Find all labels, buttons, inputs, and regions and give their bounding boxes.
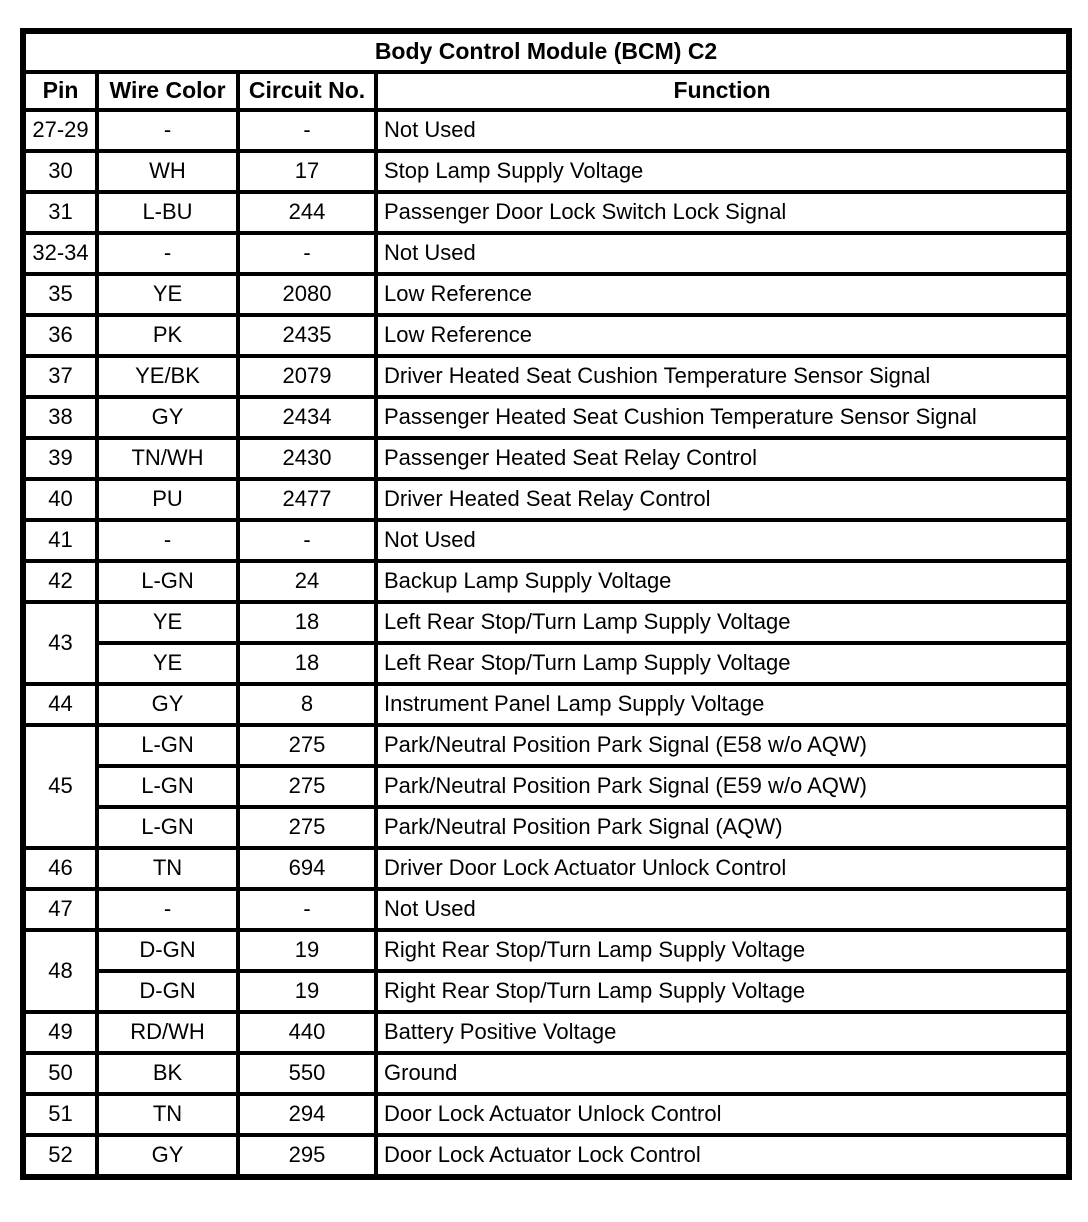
- pin-cell: 47: [23, 889, 97, 930]
- circuit-no-cell: -: [238, 889, 376, 930]
- bcm-c2-pinout-table: [20, 28, 1072, 1180]
- circuit-no-cell: 275: [238, 807, 376, 848]
- circuit-no-cell: 18: [238, 602, 376, 643]
- function-cell: Left Rear Stop/Turn Lamp Supply Voltage: [376, 602, 1069, 643]
- function-cell: Door Lock Actuator Unlock Control: [376, 1094, 1069, 1135]
- wire-color-cell: PK: [97, 315, 238, 356]
- wire-color-cell: YE: [97, 643, 238, 684]
- pin-cell: 44: [23, 684, 97, 725]
- circuit-no-cell: 19: [238, 971, 376, 1012]
- circuit-no-cell: 2080: [238, 274, 376, 315]
- pin-cell: 48: [23, 930, 97, 1012]
- function-cell: Low Reference: [376, 274, 1069, 315]
- circuit-no-cell: 2079: [238, 356, 376, 397]
- circuit-no-cell: 2434: [238, 397, 376, 438]
- table-row: [23, 889, 1069, 930]
- function-cell: Ground: [376, 1053, 1069, 1094]
- function-cell: Driver Heated Seat Relay Control: [376, 479, 1069, 520]
- function-cell: Low Reference: [376, 315, 1069, 356]
- table-row: [23, 110, 1069, 151]
- pin-cell: 50: [23, 1053, 97, 1094]
- wire-color-cell: D-GN: [97, 930, 238, 971]
- pin-cell: 41: [23, 520, 97, 561]
- pin-cell: 38: [23, 397, 97, 438]
- wire-color-cell: L-GN: [97, 725, 238, 766]
- wire-color-cell: D-GN: [97, 971, 238, 1012]
- circuit-no-cell: 275: [238, 725, 376, 766]
- pin-cell: 40: [23, 479, 97, 520]
- circuit-no-cell: 2430: [238, 438, 376, 479]
- circuit-no-cell: 18: [238, 643, 376, 684]
- wire-color-cell: GY: [97, 1135, 238, 1177]
- function-cell: Park/Neutral Position Park Signal (AQW): [376, 807, 1069, 848]
- column-header-wire-color: Wire Color: [97, 72, 238, 110]
- column-header-pin: Pin: [23, 72, 97, 110]
- circuit-no-cell: 24: [238, 561, 376, 602]
- pin-cell: 52: [23, 1135, 97, 1177]
- table-row: [23, 766, 1069, 807]
- function-cell: Park/Neutral Position Park Signal (E59 w/o AQW): [376, 766, 1069, 807]
- function-cell: Not Used: [376, 233, 1069, 274]
- column-header-function: Function: [376, 72, 1069, 110]
- wire-color-cell: -: [97, 889, 238, 930]
- wire-color-cell: L-GN: [97, 766, 238, 807]
- function-cell: Park/Neutral Position Park Signal (E58 w/o AQW): [376, 725, 1069, 766]
- table-row: [23, 356, 1069, 397]
- circuit-no-cell: 2477: [238, 479, 376, 520]
- circuit-no-cell: 244: [238, 192, 376, 233]
- function-cell: Passenger Heated Seat Relay Control: [376, 438, 1069, 479]
- wire-color-cell: GY: [97, 684, 238, 725]
- table-row: [23, 1135, 1069, 1177]
- function-cell: Not Used: [376, 520, 1069, 561]
- circuit-no-cell: 294: [238, 1094, 376, 1135]
- wire-color-cell: TN: [97, 1094, 238, 1135]
- table-row: [23, 274, 1069, 315]
- pin-cell: 45: [23, 725, 97, 848]
- table-row: [23, 315, 1069, 356]
- function-cell: Battery Positive Voltage: [376, 1012, 1069, 1053]
- wire-color-cell: BK: [97, 1053, 238, 1094]
- column-header-circuit-no: Circuit No.: [238, 72, 376, 110]
- wire-color-cell: L-BU: [97, 192, 238, 233]
- table-row: [23, 397, 1069, 438]
- wire-color-cell: -: [97, 520, 238, 561]
- wire-color-cell: GY: [97, 397, 238, 438]
- circuit-no-cell: -: [238, 233, 376, 274]
- table-row: [23, 807, 1069, 848]
- function-cell: Passenger Door Lock Switch Lock Signal: [376, 192, 1069, 233]
- page: [0, 28, 1088, 1222]
- function-cell: Instrument Panel Lamp Supply Voltage: [376, 684, 1069, 725]
- wire-color-cell: -: [97, 233, 238, 274]
- circuit-no-cell: 17: [238, 151, 376, 192]
- circuit-no-cell: 2435: [238, 315, 376, 356]
- function-cell: Not Used: [376, 889, 1069, 930]
- table-row: [23, 438, 1069, 479]
- wire-color-cell: YE: [97, 602, 238, 643]
- circuit-no-cell: -: [238, 110, 376, 151]
- table-row: [23, 971, 1069, 1012]
- pin-cell: 42: [23, 561, 97, 602]
- function-cell: Driver Heated Seat Cushion Temperature Sensor Signal: [376, 356, 1069, 397]
- pin-cell: 46: [23, 848, 97, 889]
- table-row: [23, 1012, 1069, 1053]
- table-row: [23, 1094, 1069, 1135]
- circuit-no-cell: 275: [238, 766, 376, 807]
- table-header-row: [23, 72, 1069, 110]
- function-cell: Right Rear Stop/Turn Lamp Supply Voltage: [376, 971, 1069, 1012]
- table-row: [23, 848, 1069, 889]
- wire-color-cell: RD/WH: [97, 1012, 238, 1053]
- circuit-no-cell: 440: [238, 1012, 376, 1053]
- circuit-no-cell: 694: [238, 848, 376, 889]
- function-cell: Left Rear Stop/Turn Lamp Supply Voltage: [376, 643, 1069, 684]
- pin-cell: 31: [23, 192, 97, 233]
- table-row: [23, 520, 1069, 561]
- table-row: [23, 233, 1069, 274]
- function-cell: Driver Door Lock Actuator Unlock Control: [376, 848, 1069, 889]
- table-row: [23, 602, 1069, 643]
- circuit-no-cell: -: [238, 520, 376, 561]
- pin-cell: 36: [23, 315, 97, 356]
- wire-color-cell: L-GN: [97, 807, 238, 848]
- function-cell: Backup Lamp Supply Voltage: [376, 561, 1069, 602]
- table-row: [23, 684, 1069, 725]
- circuit-no-cell: 295: [238, 1135, 376, 1177]
- pin-cell: 43: [23, 602, 97, 684]
- table-row: [23, 725, 1069, 766]
- function-cell: Right Rear Stop/Turn Lamp Supply Voltage: [376, 930, 1069, 971]
- wire-color-cell: L-GN: [97, 561, 238, 602]
- table-title-row: [23, 31, 1069, 72]
- wire-color-cell: YE/BK: [97, 356, 238, 397]
- wire-color-cell: WH: [97, 151, 238, 192]
- wire-color-cell: YE: [97, 274, 238, 315]
- wire-color-cell: TN/WH: [97, 438, 238, 479]
- table-row: [23, 1053, 1069, 1094]
- function-cell: Stop Lamp Supply Voltage: [376, 151, 1069, 192]
- table-row: [23, 151, 1069, 192]
- pin-cell: 51: [23, 1094, 97, 1135]
- table-title: Body Control Module (BCM) C2: [23, 31, 1069, 72]
- pin-cell: 32-34: [23, 233, 97, 274]
- pin-cell: 27-29: [23, 110, 97, 151]
- wire-color-cell: TN: [97, 848, 238, 889]
- wire-color-cell: PU: [97, 479, 238, 520]
- function-cell: Not Used: [376, 110, 1069, 151]
- function-cell: Passenger Heated Seat Cushion Temperature Sensor Signal: [376, 397, 1069, 438]
- function-cell: Door Lock Actuator Lock Control: [376, 1135, 1069, 1177]
- pin-cell: 49: [23, 1012, 97, 1053]
- table-row: [23, 930, 1069, 971]
- table-row: [23, 643, 1069, 684]
- pin-cell: 35: [23, 274, 97, 315]
- pin-cell: 39: [23, 438, 97, 479]
- circuit-no-cell: 8: [238, 684, 376, 725]
- circuit-no-cell: 19: [238, 930, 376, 971]
- wire-color-cell: -: [97, 110, 238, 151]
- table-row: [23, 561, 1069, 602]
- pin-cell: 30: [23, 151, 97, 192]
- table-row: [23, 192, 1069, 233]
- circuit-no-cell: 550: [238, 1053, 376, 1094]
- table-body: [23, 110, 1069, 1177]
- table-row: [23, 479, 1069, 520]
- pin-cell: 37: [23, 356, 97, 397]
